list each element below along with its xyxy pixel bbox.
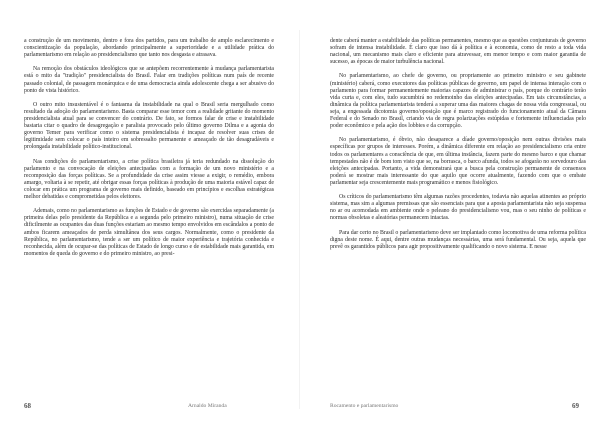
right-page-text xyxy=(330,38,586,251)
left-page-text xyxy=(24,38,274,258)
paragraph: Ademais, como no parlamentarismo as funções de Estado e de governo são exercidas separadamente (a primeira delas pelo presidente da República e a segunda pelo primeiro ministro), numa situação de crise dificilmente as ocupantes das duas funções estariam ao mesmo tempo envolvidos em escândalos a ponto de ambos ficarem ameaçados de perda simultânea dos seus cargos. Normalmente, como o presidente da República, no parlamentarismo, tende a ser um político de maior experiência e trajetória conhecida e reconhecida, além de ocupar-se das políticas de Estado de longo curso e de estabilidade mais garantida, em momentos de queda do governo e do primeiro ministro, ao presi- xyxy=(24,208,274,257)
paragraph: Para dar certo no Brasil o parlamentarismo deve ser implantado como locomotiva de uma reforma política digna deste nome. É aqui, dentre outras mudanças necessárias, uma será fundamental. Ou seja, aquela que prevê os garantidos públicos para agir propositivamente qualificando o novo sistema. E nesse xyxy=(330,229,586,250)
left-page xyxy=(0,0,294,439)
right-page-footer xyxy=(306,402,600,412)
paragraph: dente caberá manter a estabilidade das políticas permanentes, mesmo que as questões conjunturais de governo sofram de intensa instabilidade. É claro que isso dá à política e à economia, como de resto a toda vida nacional, um mecanismo mais claro e eficiente para atravessar, em menor tempo e com maior garantia de sucesso, as épocas de maior turbulência nacional. xyxy=(330,38,586,66)
paragraph: Nas condições do parlamentarismo, a crise política brasileira já teria redundado na dissolução do parlamento e na convocação de eleições antecipadas com a formação de um novo ministério e a recomposição das forças políticas. Se a profundidade da crise assim viesse a exigir, o remédio, embora amargo, voltaria à se repetir, até obrigar essas forças políticas à produção de uma maioria estável capaz de colocar em prática um programa de governo mais definido, baseado em princípios e escolhas estratégicas melhor debatidas e comprometidas pelos eleitores. xyxy=(24,158,274,201)
paragraph: Os críticos do parlamentarismo têm algumas razões procedentes, todavia não aquelas atinentes ao próprio sistema, mas sim a algumas premissas que são essenciais para que a aposta parlamentarista não seja suspensa no ar ou acomodada em ambiente onde o peleano do presidencialismo vou, mas o seu ninho de políticas e normas obsoletas e aleatórias permanecem intactas. xyxy=(330,194,586,222)
paragraph: Na remoção dos obstáculos ideológicos que se antepõem recorrentemente à mudança parlamentarista está o mito da "tradição" presidencialista do Brasil. Falar em tradições políticas num país de recente passado colonial, de passagem monárquica e de uma democracia ainda adolescente chega a ser abusivo do ponto de vista histórico. xyxy=(24,66,274,94)
paragraph: No parlamentarismo, é óbvio, não desaparece a díade governo/oposição nem outras divisões mais específicas por grupos de interesses. Porém, a dinâmica diferente em relação ao presidencialismo cria entre todos os parlamentares a consciência de que, em última instância, fazem parte do mesmo barco e que chamar tempestades não é de bom tom visto que se, na borrasca, o barco afunda, todos se afogarão no sorvedouro das eleições antecipadas. Portanto, a vida demonstrará que a busca pela construção permanente de consensos poderá se mostrar mais interessante do que aquilo que ocorre atualmente, fazendo com que o embate parlamentar seja crescentemente mais programático e menos fisiológico. xyxy=(330,137,586,186)
running-head: Arnaldo Miranda xyxy=(188,403,227,409)
page-number: 69 xyxy=(572,402,579,410)
page-number: 68 xyxy=(24,402,31,410)
running-head: Rocamento e parlamentarismo xyxy=(330,403,399,409)
paragraph: O outro mito insustentável é o fantasma da instabilidade na qual o Brasil seria mergulhado como resultado da adoção do parlamentarismo. Basta comparar esse temor com a realidade gritante do momento presidencialista atual para se convencer do contrário. De fato, se formos falar de crise e instabilidade bastaria citar o quadro de desagregação e paralisia provocado pelo último governo Dilma e a agonia do governo Temer para verificar como o sistema presidencialista é incapaz de resolver suas crises de legitimidade sem colocar o país inteiro em sobressalto permanente e ameaçado de tão desagradáveis e prolongada instabilidade político-institucional. xyxy=(24,101,274,151)
left-page-footer xyxy=(0,402,294,412)
gutter xyxy=(299,30,300,409)
paragraph: No parlamentarismo, ao chefe de governo, ou propriamente ao primeiro ministro e seu gabinete (ministério) caberá, como executores das políticas públicas de governo, um papel de intensa interação com o parlamento para formar permanentemente maiorias capazes de administrar o país, porque do contrário terão vida curta e, com eles, tudo sucumbirá no redemoinho das eleições antecipadas. Em tais circunstâncias, a dinâmica da política parlamentarista tenderá a superar uma das maiores chagas de nossa vida congressual, ou seja, a engessada dicotomia governo/oposição que é marco registrado do funcionamento atual da Câmara Federal e do Senado no Brasil, criando via de regra polarizações estúpidas e fortemente influenciadas pelo poder econômico e pela ação dos lobbies e da corrupção. xyxy=(330,73,586,130)
right-page xyxy=(306,0,600,439)
paragraph: a construção de um movimento, dentro e fora dos partidos, para um trabalho de amplo esclarecimento e conscientização da população, abordando principalmente a superioridade e a utilidade prática do parlamentarismo em relação ao presidencialismo que tanto nos desgasta e atrasava. xyxy=(24,38,274,59)
